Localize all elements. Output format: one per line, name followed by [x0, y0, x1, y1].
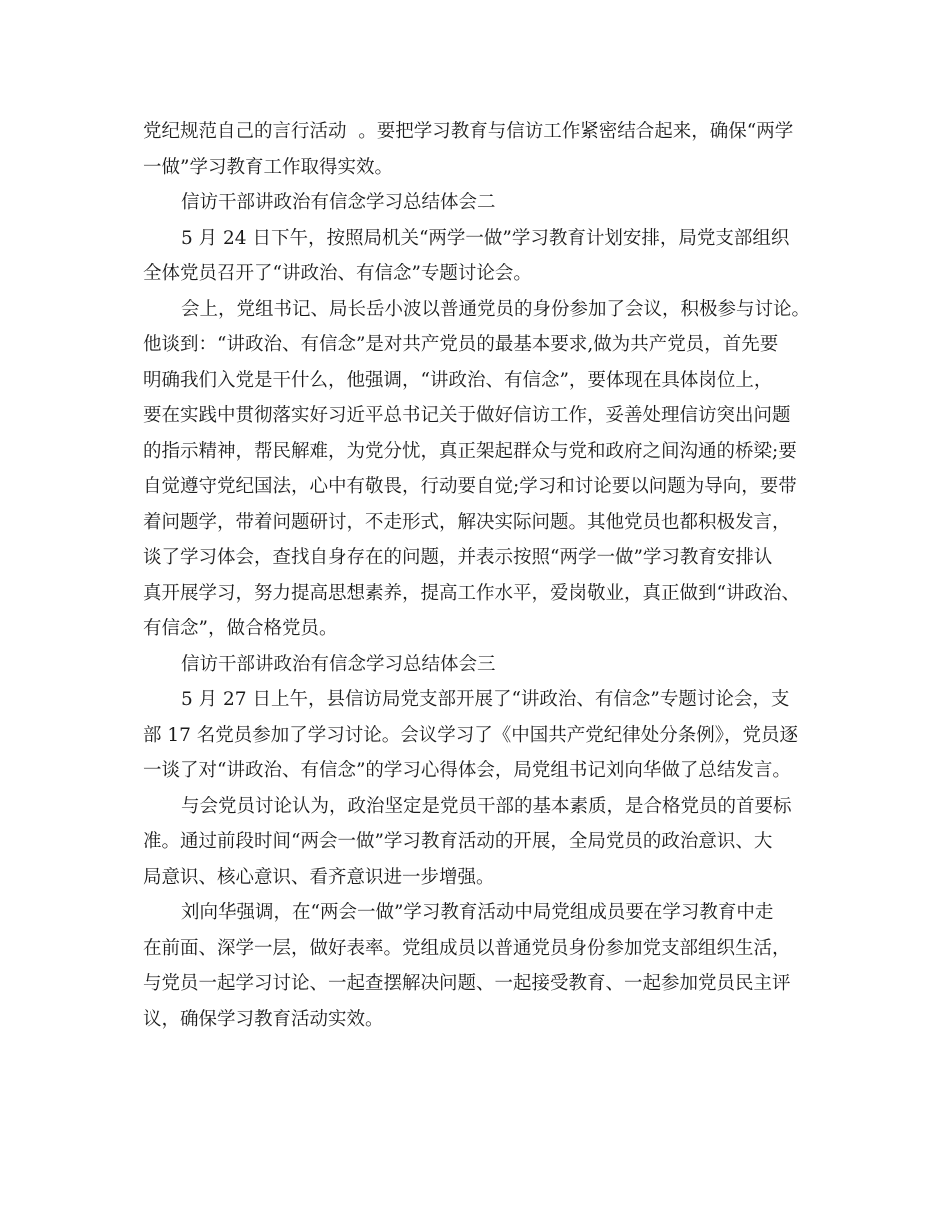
text-line: 明确我们入党是干什么，他强调，“讲政治、有信念”，要体现在具体岗位上， [143, 369, 773, 391]
text-line: 在前面、深学一层，做好表率。党组成员以普通党员身份参加党支部组织生活， [143, 937, 791, 959]
text-line: 与会党员讨论认为，政治坚定是党员干部的基本素质，是合格党员的首要标 [181, 795, 792, 817]
text-line: 的指示精神，帮民解难，为党分忧，真正架起群众与党和政府之间沟通的桥梁;要 [143, 440, 797, 462]
text-line: 局意识、核心意识、看齐意识进一步增强。 [143, 866, 495, 888]
text-line: 议，确保学习教育活动实效。 [143, 1008, 384, 1030]
text-line: 部 17 名党员参加了学习讨论。会议学习了《中国共产党纪律处分条例》，党员逐 [143, 724, 799, 746]
text-line: 谈了学习体会，查找自身存在的问题，并表示按照“两学一做”学习教育安排认 [143, 547, 773, 568]
text-line: 准。通过前段时间“两会一做”学习教育活动的开展，全局党员的政治意识、大 [143, 831, 773, 852]
document-body [143, 114, 813, 1037]
text-line: 党纪规范自己的言行活动 。要把学习教育与信访工作紧密结合起来，确保“两学 [143, 121, 794, 142]
text-line: 5 月 27 日上午，县信访局党支部开展了“讲政治、有信念”专题讨论会，支 [181, 689, 790, 710]
text-line: 5 月 24 日下午，按照局机关“两学一做”学习教育计划安排，局党支部组织 [181, 227, 790, 249]
text-line: 有信念”，做合格党员。 [143, 618, 338, 639]
section-heading: 信访干部讲政治有信念学习总结体会二 [181, 192, 496, 213]
text-line: 刘向华强调，在“两会一做”学习教育活动中局党组成员要在学习教育中走 [181, 902, 774, 923]
text-line: 他谈到：“讲政治、有信念”是对共产党员的最基本要求,做为共产党员，首先要 [143, 334, 779, 355]
text-line: 会上，党组书记、局长岳小波以普通党员的身份参加了会议，积极参与讨论。 [181, 298, 811, 320]
text-line: 与党员一起学习讨论、一起查摆解决问题、一起接受教育、一起参加党员民主评 [143, 973, 791, 994]
text-line: 着问题学，带着问题研讨，不走形式，解决实际问题。其他党员也都积极发言， [143, 511, 791, 533]
text-line: 真开展学习，努力提高思想素养，提高工作水平，爱岗敬业，真正做到“讲政治、 [143, 582, 800, 604]
text-line: 一做”学习教育工作取得实效。 [143, 156, 393, 178]
text-line: 自觉遵守党纪国法，心中有敬畏，行动要自觉;学习和讨论要以问题为导向，要带 [143, 476, 797, 497]
text-line: 要在实践中贯彻落实好习近平总书记关于做好信访工作，妥善处理信访突出问题 [143, 405, 791, 426]
text-line: 全体党员召开了“讲政治、有信念”专题讨论会。 [143, 263, 532, 284]
text-line: 一谈了对“讲政治、有信念”的学习心得体会，局党组书记刘向华做了总结发言。 [143, 760, 791, 781]
section-heading: 信访干部讲政治有信念学习总结体会三 [181, 653, 496, 675]
